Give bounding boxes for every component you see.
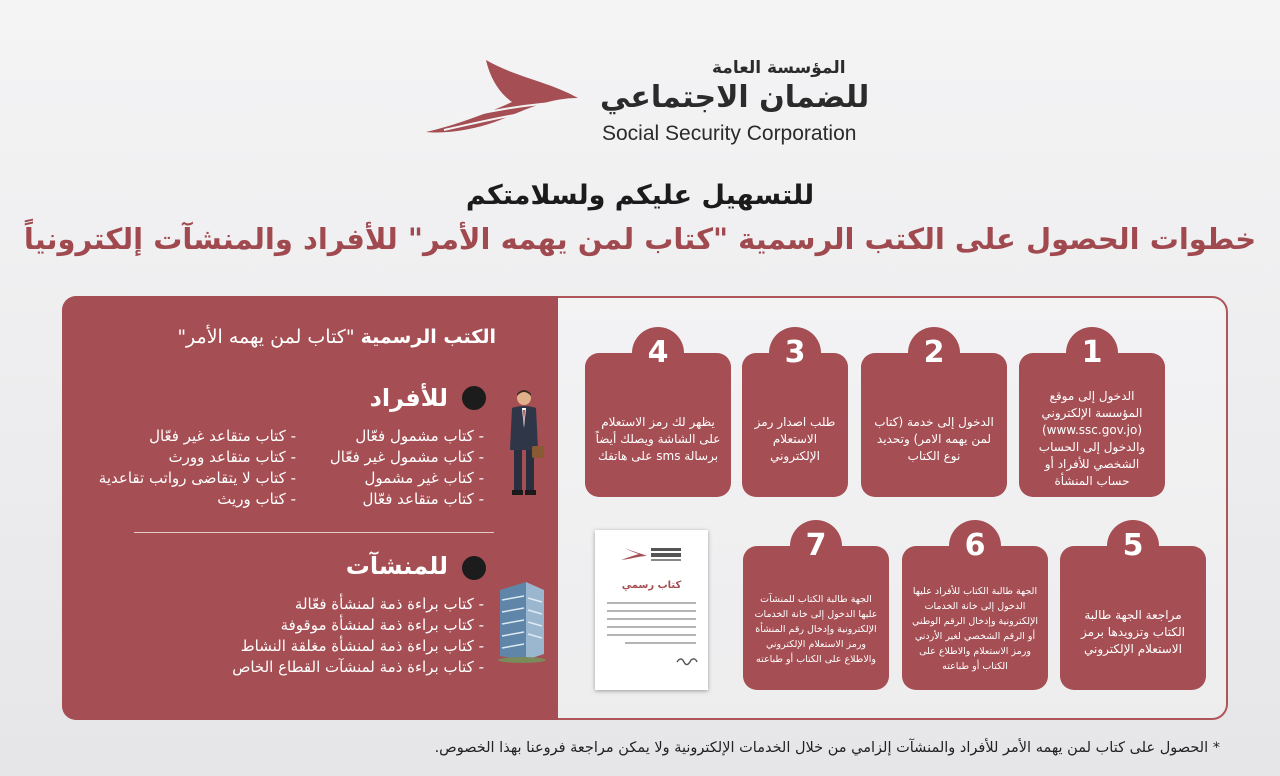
step-card-7	[743, 528, 889, 690]
list-item: - كتاب براءة ذمة لمنشأة مغلقة النشاط	[240, 637, 484, 655]
document-line	[607, 618, 696, 620]
list-item: - كتاب وريث	[217, 490, 296, 508]
list-item: - كتاب مشمول فعّال	[355, 427, 484, 445]
heading-line1: للتسهيل عليكم ولسلامتكم	[465, 180, 815, 211]
step-card-1	[1019, 335, 1165, 497]
signature-icon	[675, 654, 699, 666]
individuals-list-right	[330, 426, 484, 510]
step-text: طلب اصدار رمز الاستعلام الإلكتروني	[754, 414, 836, 463]
bullet-dot-icon	[462, 386, 486, 410]
document-line	[607, 610, 696, 612]
official-letter-preview	[595, 530, 708, 690]
document-line	[607, 626, 696, 628]
step-card-6	[902, 528, 1048, 690]
mini-logo-icon	[619, 544, 685, 566]
step-card-3	[742, 335, 848, 497]
step-text: الدخول إلى موقع المؤسسة الإلكتروني (www.ssc.gov.jo) والدخول إلى الحساب الشخصي للأفراد أو حساب المنشأة	[1038, 389, 1146, 488]
list-item: - كتاب براءة ذمة لمنشأة فعّالة	[294, 595, 484, 613]
document-line	[607, 634, 696, 636]
building-icon	[496, 580, 548, 664]
document-line	[607, 602, 696, 604]
step-number: 2	[908, 327, 960, 379]
step-number: 5	[1107, 520, 1159, 572]
bullet-dot-icon	[462, 556, 486, 580]
list-item: - كتاب غير مشمول	[364, 469, 484, 487]
step-card-2	[861, 335, 1007, 497]
step-card-5	[1060, 528, 1206, 690]
panel-title	[177, 326, 496, 348]
step-number: 1	[1066, 327, 1118, 379]
establishments-heading: للمنشآت	[345, 552, 448, 580]
businessman-icon	[504, 388, 544, 500]
logo-arabic-line1: المؤسسة العامة	[712, 58, 846, 78]
list-item: - كتاب متقاعد غير فعّال	[149, 427, 296, 445]
step-text: الدخول إلى خدمة (كتاب لمن يهمه الامر) وتحديد نوع الكتاب	[874, 414, 994, 463]
step-number: 3	[769, 327, 821, 379]
step-number: 7	[790, 520, 842, 572]
list-item: - كتاب لا يتقاضى رواتب تقاعدية	[98, 469, 296, 487]
panel-divider	[134, 532, 494, 533]
individuals-heading: للأفراد	[369, 384, 448, 412]
letters-panel	[62, 296, 558, 720]
list-item: - كتاب مشمول غير فعّال	[329, 448, 484, 466]
list-item: - كتاب متقاعد وورث	[168, 448, 296, 466]
list-item: - كتاب براءة ذمة لمنشأة موقوفة	[280, 616, 484, 634]
step-number: 4	[632, 327, 684, 379]
logo-english: Social Security Corporation	[602, 122, 857, 145]
step-number: 6	[949, 520, 1001, 572]
establishments-list	[232, 594, 484, 678]
step-text: الجهة طالبة الكتاب للأفراد عليها الدخول إلى خانة الخدمات الإلكترونية وإدخال الرقم الوطني أو الرقم الشخصي لغير الأردني ورمز الاستعلام والاطلاع على الكتاب أو طباعته	[911, 586, 1039, 672]
step-text: يظهر لك رمز الاستعلام على الشاشة ويصلك أيضاً برسالة sms على هاتفك	[595, 414, 721, 463]
document-title: كتاب رسمي	[621, 580, 682, 591]
logo-arabic-line2: للضمان الاجتماعي	[600, 80, 870, 115]
footnote: * الحصول على كتاب لمن يهمه الأمر للأفراد والمنشآت إلزامي من خلال الخدمات الإلكترونية ولا يمكن مراجعة فروعنا بهذا الخصوص.	[434, 740, 1220, 756]
step-text: مراجعة الجهة طالبة الكتاب وتزويدها برمز الاستعلام الإلكتروني	[1080, 607, 1185, 656]
document-line	[625, 642, 696, 644]
list-item: - كتاب متقاعد فعّال	[362, 490, 484, 508]
step-card-4	[585, 335, 731, 497]
heading-line2: خطوات الحصول على الكتب الرسمية "كتاب لمن يهمه الأمر" للأفراد والمنشآت إلكترونياً	[23, 222, 1257, 256]
individuals-list-left	[99, 426, 296, 510]
list-item: - كتاب براءة ذمة لمنشآت القطاع الخاص	[232, 658, 484, 676]
panel-title-bold: الكتب الرسمية	[360, 326, 496, 348]
wing-logo-icon	[420, 52, 590, 152]
step-text: الجهة طالبة الكتاب للمنشآت عليها الدخول إلى خانة الخدمات الإلكترونية وإدخال رقم المنشأة ورمز الاستعلام الإلكتروني والاطلاع على الكتاب أو طباعته	[754, 593, 878, 665]
panel-title-rest: "كتاب لمن يهمه الأمر"	[177, 326, 361, 348]
